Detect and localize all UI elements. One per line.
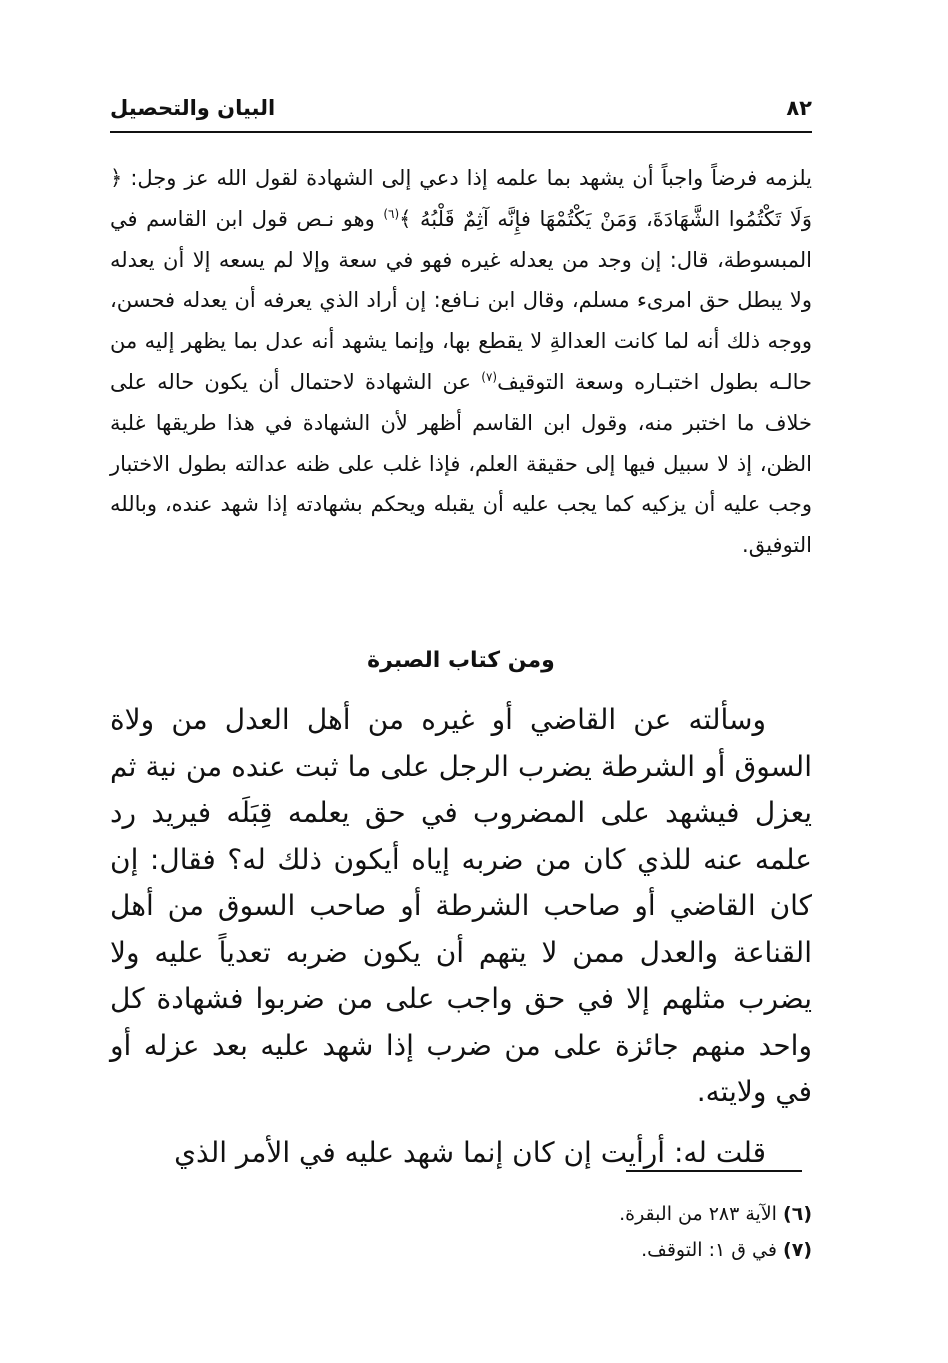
- quran-verse: ﴿ وَلَا تَكْتُمُوا الشَّهَادَةَ، وَمَنْ يَكْتُمْهَا فإِنَّه آثِمٌ قَلْبُهُ ﴾: [110, 166, 812, 231]
- page-header: [110, 96, 812, 130]
- commentary-text-part: وهو نـص قول ابن القاسم في المبسوطة، قال: إن وجد من يعدله غيره فهو في سعة وإلا لم يسعه إلا أن يعدله ولا يبطل حق امرىء مسلم، وقال ابن نـافع: إن أراد الذي يعرفه أن يعدله فحسن، ووجه ذلك أنه لما كانت العدالةِ لا يقطع بها، وإنما يشهد أنه عدل بما يظهر إليه من حالـه بطول اختبـاره وسعة التوقيف: [110, 206, 812, 394]
- section-heading: ومن كتاب الصبرة: [367, 648, 555, 673]
- footnote-marker: (٦): [383, 206, 400, 221]
- footnote-number: (٦): [783, 1203, 812, 1225]
- footnote-divider: [626, 1170, 802, 1172]
- commentary-text-part: يلزمه فرضاً واجباً أن يشهد بما علمه إذا دعي إلى الشهادة لقول الله عز وجل:: [122, 166, 812, 190]
- running-title: البيان والتحصيل: [110, 96, 276, 120]
- footnotes: [110, 1196, 812, 1268]
- footnote-marker: (٧): [481, 369, 498, 384]
- commentary-paragraph: [110, 158, 812, 566]
- commentary-text: [110, 158, 812, 566]
- commentary-text-part: عن الشهادة لاحتمال أن يكون حاله على خلاف ما اختبر منه، وقول ابن القاسم أظهر لأن الشهادة في هذا طريقها غلبة الظن، إذ لا سبيل فيها إلى حقيقة العلم، فإذا غلب على ظنه عدالته بطول الاختبار وجب عليه أن يزكيه كما يجب عليه أن يقبله ويحكم بشهادته إذا شهد عنده، وبالله التوفيق.: [110, 369, 812, 558]
- footnote-text: الآية ٢٨٣ من البقرة.: [619, 1203, 777, 1225]
- main-paragraph: وسألته عن القاضي أو غيره من أهل العدل من ولاة السوق أو الشرطة يضرب الرجل على ما ثبت عنده من نية ثم يعزل فيشهد على المضروب في حق يعلمه قِبَلَه فيريد رد علمه عنه للذي كان من ضربه إياه أيكون ذلك له؟ فقال: إن كان القاضي أو صاحب الشرطة أو صاحب السوق من أهل القناعة والعدل ممن لا يتهم أن يكون ضربه تعدياً عليه ولا يضرب مثلهم إلا في حق واجب على من ضربوا فشهادة كل واحد منهم جائزة على من ضرب إذا شهد عليه بعد عزله أو في ولايته.: [110, 703, 812, 1108]
- footnote-text: في ق ١: التوقف.: [641, 1239, 777, 1261]
- main-paragraph: قلت له: أرأيت إن كان إنما شهد عليه في الأمر الذي: [174, 1135, 766, 1169]
- page-number: ٨٢: [786, 96, 812, 120]
- footnote-item: [110, 1232, 812, 1268]
- footnote-item: [110, 1196, 812, 1232]
- footnote-number: (٧): [783, 1239, 812, 1261]
- main-text: [110, 697, 812, 1176]
- header-divider: [110, 131, 812, 133]
